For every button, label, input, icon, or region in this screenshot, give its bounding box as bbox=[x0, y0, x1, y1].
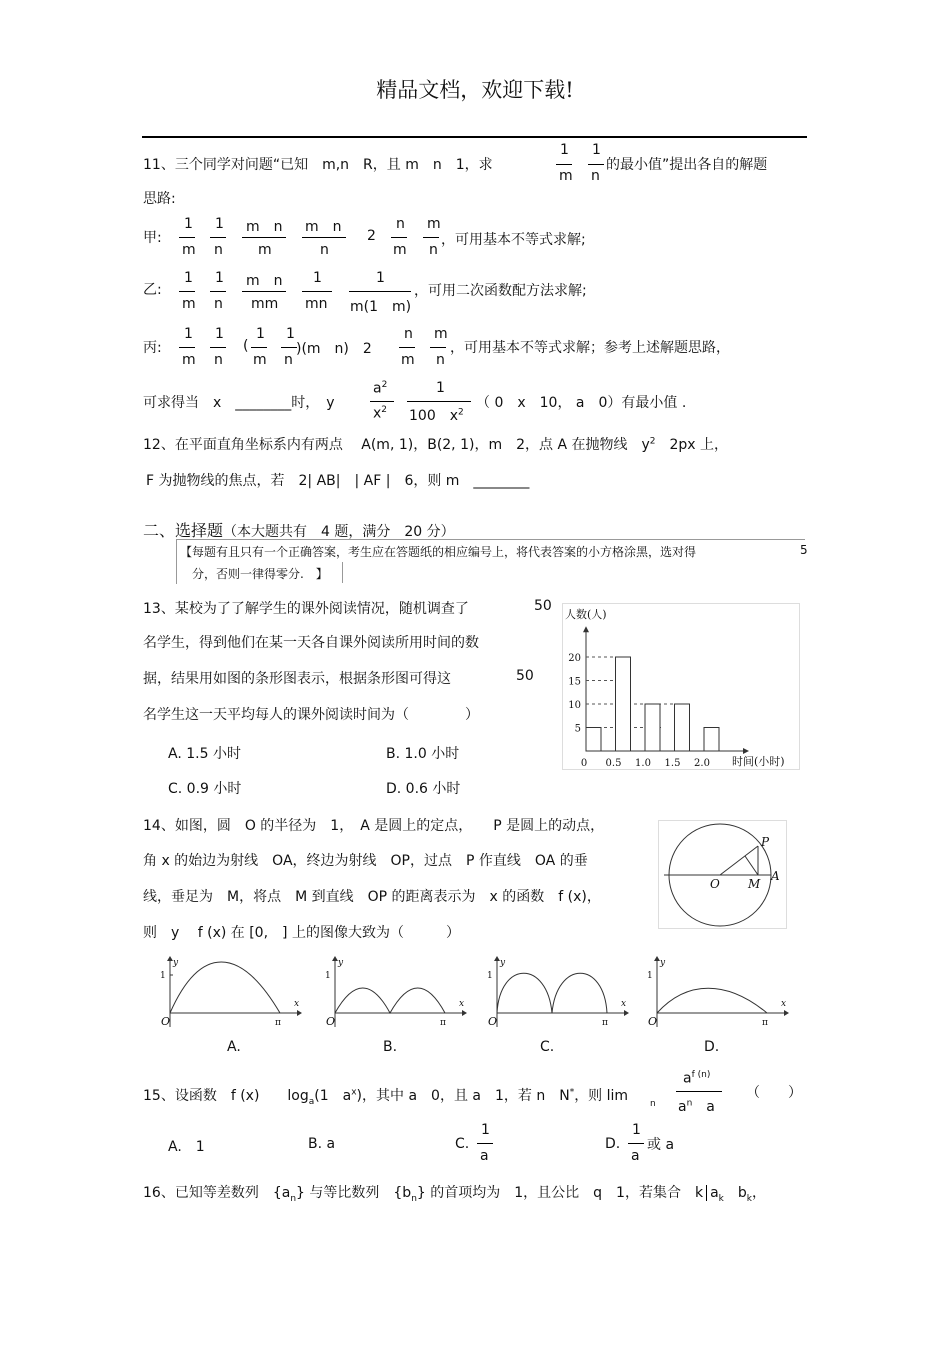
num: n bbox=[404, 326, 413, 342]
svg-text:π: π bbox=[602, 1018, 608, 1028]
num: 1 bbox=[632, 1122, 641, 1138]
num: 1 bbox=[286, 326, 295, 342]
q14-line1: 14、如图，圆 O 的半径为 1， A 是圆上的定点， P 是圆上的动点， bbox=[143, 818, 605, 834]
fraction-bar bbox=[242, 291, 286, 292]
q15-option-a[interactable]: A. 1 bbox=[168, 1139, 205, 1155]
den: a bbox=[480, 1148, 489, 1164]
x-tick-label: 0.5 bbox=[605, 758, 622, 769]
num: $a^{f (n)}$ bbox=[683, 1070, 711, 1087]
lim-subscript: n bbox=[650, 1099, 656, 1109]
q11-jia-text: ，可用基本不等式求解; bbox=[441, 232, 586, 248]
q15-option-d[interactable]: D. bbox=[605, 1136, 621, 1152]
paren: ( bbox=[243, 338, 249, 354]
num: m bbox=[427, 216, 441, 232]
x-tick-label: 0 bbox=[580, 758, 588, 769]
fraction-bar bbox=[399, 347, 415, 348]
num: 2 bbox=[367, 228, 376, 244]
q14-line3: 线，垂足为 M，将点 M 到直线 OP 的距离表示为 x 的函数 f (x)， bbox=[143, 889, 601, 905]
graph-option-c[interactable] bbox=[482, 955, 630, 1030]
q11-yi-label: 乙: bbox=[143, 282, 162, 298]
svg-text:π: π bbox=[275, 1018, 281, 1028]
den: 100 $x^2$ bbox=[409, 407, 464, 424]
bars-layer bbox=[568, 626, 749, 769]
den: m bbox=[258, 242, 272, 258]
fraction-bar bbox=[370, 401, 394, 402]
fraction-bar bbox=[407, 401, 471, 402]
note-divider bbox=[342, 562, 343, 583]
svg-text:x: x bbox=[621, 999, 627, 1009]
fraction-bar bbox=[179, 237, 195, 238]
y-tick-label: 5 bbox=[574, 723, 581, 735]
svg-text:1: 1 bbox=[325, 971, 331, 981]
den: m bbox=[253, 352, 267, 368]
distance-segment bbox=[745, 856, 758, 875]
den: m bbox=[182, 242, 196, 258]
num: m bbox=[434, 326, 448, 342]
x-axis-label: 时间(小时) bbox=[732, 755, 785, 768]
den: m bbox=[182, 352, 196, 368]
q11-frac2-den: n bbox=[591, 168, 600, 184]
q15-answer-paren: （ ） bbox=[746, 1085, 802, 1101]
graph-option-b[interactable] bbox=[320, 955, 468, 1030]
q15-option-b[interactable]: B. a bbox=[308, 1136, 336, 1152]
q13-option-a[interactable]: A. 1.5 小时 bbox=[168, 746, 241, 762]
q13-option-b[interactable]: B. 1.0 小时 bbox=[386, 746, 460, 762]
den: m(1 m) bbox=[350, 299, 412, 315]
label-m: M bbox=[748, 877, 761, 891]
den: n bbox=[214, 296, 223, 312]
q11-line2: 思路: bbox=[143, 191, 176, 207]
svg-text:π: π bbox=[762, 1018, 768, 1028]
label-a: A bbox=[771, 869, 780, 883]
den: n bbox=[320, 242, 329, 258]
instruction-line2: 分，否则一律得零分. 】 bbox=[192, 567, 328, 581]
q16-line: 16、已知等差数列 $\{a_n\}$ 与等比数列 $\{b_n\}$ 的首项均为 1，且公比 q 1，若集合 k $a_k$ $b_k$， bbox=[143, 1185, 766, 1204]
graph-label-b: B. bbox=[383, 1039, 398, 1055]
bar bbox=[645, 704, 660, 751]
q11-bing-label: 丙: bbox=[143, 340, 162, 356]
den: m bbox=[401, 352, 415, 368]
svg-text:y: y bbox=[338, 958, 344, 968]
q11-frac2-num: 1 bbox=[592, 142, 601, 158]
y-tick-label: 15 bbox=[568, 676, 581, 688]
fraction-bar bbox=[628, 1143, 644, 1144]
section-title: 二、选择题（本大题共有 4 题，满分 20 分） bbox=[143, 521, 455, 540]
num: 1 bbox=[215, 216, 224, 232]
svg-text:1: 1 bbox=[160, 971, 166, 981]
den: n bbox=[284, 352, 293, 368]
svg-text:π: π bbox=[440, 1018, 446, 1028]
svg-text:y: y bbox=[660, 958, 666, 968]
q11-yi-text: ，可用二次函数配方法求解; bbox=[414, 283, 587, 299]
fraction-bar bbox=[302, 237, 346, 238]
fraction-bar bbox=[210, 347, 226, 348]
svg-text:y: y bbox=[500, 958, 506, 968]
den: m bbox=[393, 242, 407, 258]
q13-option-d[interactable]: D. 0.6 小时 bbox=[386, 781, 461, 797]
q12-line1: 12、在平面直角坐标系内有两点 A(m, 1)，B(2, 1)，m 2，点 A 在抛物线 $y^2$ 2px 上， bbox=[143, 436, 729, 453]
num: 1 bbox=[184, 270, 193, 286]
fraction-bar bbox=[242, 237, 286, 238]
den: n bbox=[214, 242, 223, 258]
num: 1 bbox=[215, 326, 224, 342]
q13-line2: 名学生，得到他们在某一天各自课外阅读所用时间的数 bbox=[143, 635, 479, 651]
fraction-bar bbox=[423, 237, 439, 238]
fraction-bar bbox=[477, 1143, 493, 1144]
x-tick-label: 1.0 bbox=[635, 758, 651, 769]
bar-chart bbox=[562, 603, 802, 771]
q11-last-b: （ 0 x 10， a 0）有最小值 . bbox=[476, 395, 687, 411]
fraction-bar bbox=[391, 237, 407, 238]
bar bbox=[675, 704, 690, 751]
q13-line4: 名学生这一天平均每人的课外阅读时间为（ ） bbox=[143, 707, 479, 723]
q13-count1: 50 bbox=[534, 598, 552, 614]
fraction-bar bbox=[251, 347, 267, 348]
num: 1 bbox=[436, 380, 445, 396]
svg-text:O: O bbox=[326, 1015, 336, 1028]
circle-figure bbox=[658, 820, 788, 930]
header-divider bbox=[142, 136, 807, 138]
svg-text:O: O bbox=[161, 1015, 171, 1028]
num: 1 bbox=[184, 216, 193, 232]
den: mn bbox=[305, 296, 328, 312]
num: m n bbox=[246, 273, 283, 289]
graph-option-a[interactable] bbox=[155, 955, 303, 1030]
svg-text:O: O bbox=[488, 1015, 498, 1028]
q15-line: 15、设函数 f (x) $\log_a(1$ $a^x$)，其中 a 0，且 a 1，若 n N*，则 lim bbox=[143, 1087, 629, 1107]
q12-line2: F 为抛物线的焦点，若 2| AB| | AF | 6，则 m ________ bbox=[146, 473, 530, 489]
num: $a^2$ bbox=[373, 380, 388, 397]
x-axis-arrow bbox=[743, 748, 749, 754]
q13-count2: 50 bbox=[516, 668, 534, 684]
den: $x^2$ bbox=[373, 405, 388, 422]
svg-text:1: 1 bbox=[487, 971, 493, 981]
graph-label-d: D. bbox=[704, 1039, 720, 1055]
q11-frac1-num: 1 bbox=[560, 142, 569, 158]
q14-line2: 角 x 的始边为射线 OA，终边为射线 OP，过点 P 作直线 OA 的垂 bbox=[143, 853, 588, 869]
num: m n bbox=[246, 219, 283, 235]
svg-text:y: y bbox=[173, 958, 179, 968]
q15-option-c[interactable]: C. bbox=[455, 1136, 470, 1152]
q11-bing-text: ，可用基本不等式求解；参考上述解题思路， bbox=[450, 340, 730, 356]
q15-option-d-tail: 或 a bbox=[647, 1137, 675, 1153]
y-tick-label: 20 bbox=[568, 653, 581, 664]
fraction-bar bbox=[588, 164, 604, 165]
den: m bbox=[182, 296, 196, 312]
fraction-bar bbox=[210, 291, 226, 292]
fraction-bar bbox=[179, 291, 195, 292]
q13-line3: 据，结果用如图的条形图表示，根据条形图可得这 bbox=[143, 671, 451, 687]
instruction-score: 5 bbox=[800, 543, 808, 557]
svg-text:x: x bbox=[459, 999, 465, 1009]
graph-label-c: C. bbox=[540, 1039, 555, 1055]
q11-intro: 11、三个同学对问题“已知 m,n R，且 m n 1，求 bbox=[143, 157, 493, 173]
q11-tail: 的最小值”提出各自的解题 bbox=[606, 157, 768, 173]
y-axis-arrow bbox=[583, 626, 589, 632]
q11-jia-label: 甲: bbox=[143, 230, 162, 246]
bar bbox=[616, 657, 631, 751]
den: mm bbox=[251, 296, 279, 312]
q11-last-a: 可求得当 x ________时， y bbox=[143, 395, 335, 411]
svg-text:O: O bbox=[648, 1015, 658, 1028]
y-axis-label: 人数(人) bbox=[565, 608, 607, 621]
page-header: 精品文档，欢迎下载! bbox=[376, 78, 574, 102]
x-tick-label: 1.5 bbox=[664, 758, 681, 769]
graph-option-d[interactable] bbox=[642, 955, 790, 1030]
bar bbox=[704, 728, 719, 752]
fraction-bar bbox=[430, 347, 446, 348]
y-tick-label: 10 bbox=[568, 700, 581, 711]
fraction-bar bbox=[281, 347, 297, 348]
q11-frac1-den: m bbox=[559, 168, 573, 184]
graph-label-a: A. bbox=[227, 1039, 241, 1055]
svg-text:1: 1 bbox=[647, 971, 653, 981]
num: 1 bbox=[256, 326, 265, 342]
ray-op bbox=[720, 846, 758, 875]
den: n bbox=[214, 352, 223, 368]
den: n bbox=[429, 242, 438, 258]
num: 1 bbox=[215, 270, 224, 286]
fraction-bar bbox=[302, 291, 332, 292]
fraction-bar bbox=[349, 291, 411, 292]
svg-text:x: x bbox=[781, 999, 787, 1009]
q13-option-c[interactable]: C. 0.9 小时 bbox=[168, 781, 242, 797]
num: 1 bbox=[184, 326, 193, 342]
num: 1 bbox=[313, 270, 322, 286]
num: 1 bbox=[376, 270, 385, 286]
q14-line4: 则 y f (x) 在 [0, ] 上的图像大致为（ ） bbox=[143, 925, 460, 941]
fraction-bar bbox=[676, 1091, 722, 1092]
label-o: O bbox=[710, 877, 720, 891]
fraction-bar bbox=[210, 237, 226, 238]
fraction-bar bbox=[556, 164, 572, 165]
label-p: P bbox=[761, 835, 770, 849]
bar bbox=[586, 728, 601, 752]
den: a bbox=[631, 1148, 640, 1164]
q13-line1: 13、某校为了了解学生的课外阅读情况，随机调查了 bbox=[143, 601, 469, 617]
instruction-line1: 【每题有且只有一个正确答案，考生应在答题纸的相应编号上，将代表答案的小方格涂黑，选对得 bbox=[180, 545, 697, 559]
num: m n bbox=[305, 219, 342, 235]
num: n bbox=[396, 216, 405, 232]
den: n bbox=[436, 352, 445, 368]
q11-bing-mid: )(m n) 2 bbox=[296, 341, 372, 357]
x-tick-label: 2.0 bbox=[694, 758, 710, 769]
num: 1 bbox=[481, 1122, 490, 1138]
svg-text:x: x bbox=[294, 999, 300, 1009]
den: $a^n$ a bbox=[678, 1098, 715, 1115]
fraction-bar bbox=[179, 347, 195, 348]
